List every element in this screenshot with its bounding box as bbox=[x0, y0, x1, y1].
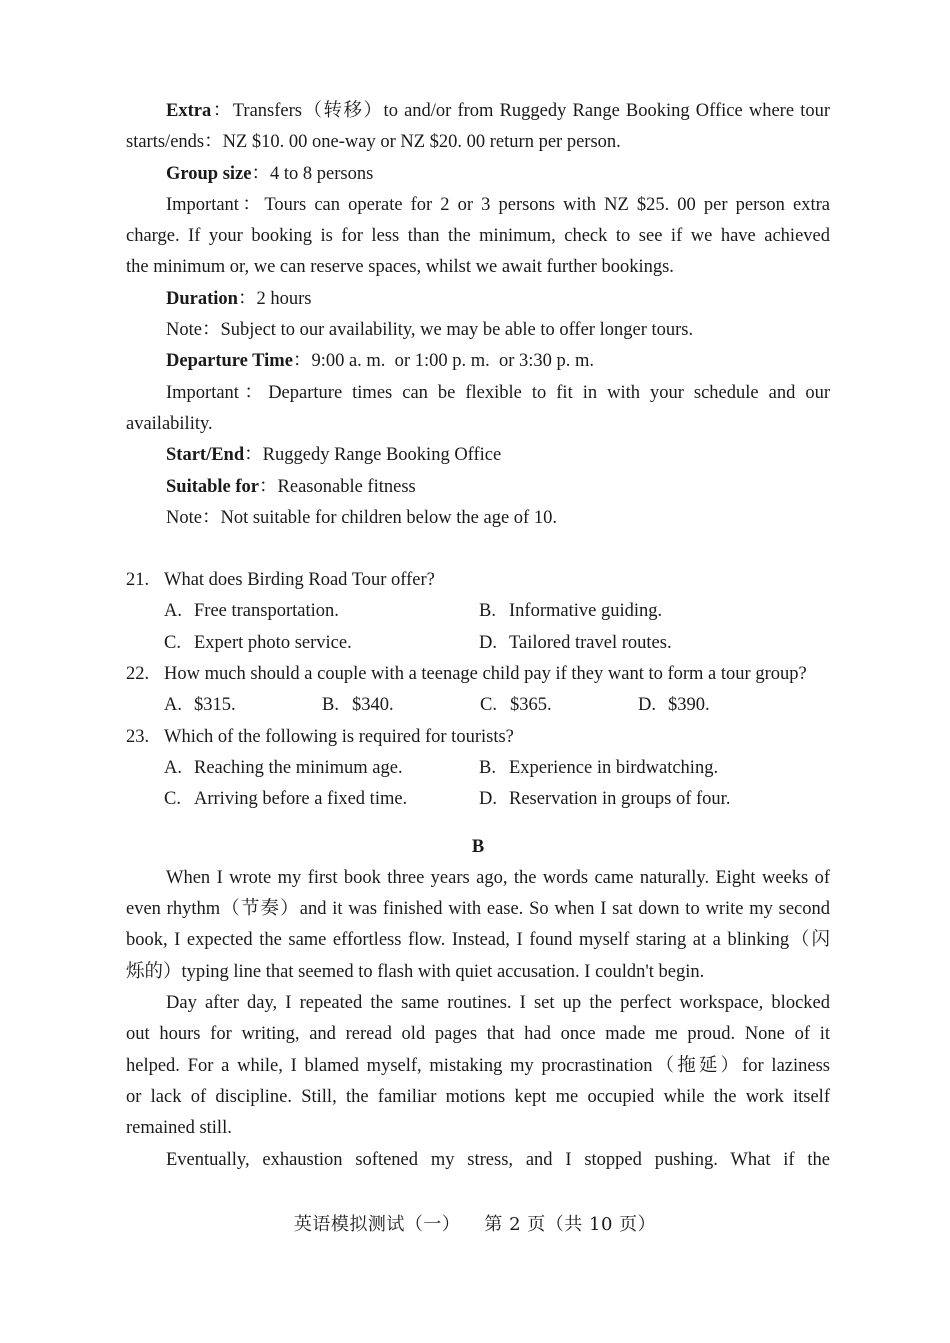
option-b[interactable]: B. $340. bbox=[322, 695, 394, 716]
question-text: What does Birding Road Tour offer? bbox=[164, 570, 435, 591]
options-row bbox=[126, 784, 830, 815]
duration-line: Duration：2 hours bbox=[166, 288, 312, 309]
question-text: How much should a couple with a teenage child pay if they want to form a tour group? bbox=[164, 664, 807, 685]
passage-line: even rhythm（节奏）and it was finished with ease. So when I sat down to write my second bbox=[126, 899, 830, 920]
question-23 bbox=[126, 722, 830, 753]
passage-paragraph-2 bbox=[126, 988, 830, 1144]
options-row bbox=[126, 596, 830, 627]
passage-paragraph-3 bbox=[126, 1145, 830, 1176]
options-row bbox=[126, 628, 830, 659]
passage-line: Day after day, I repeated the same routines. I set up the perfect workspace, blocked bbox=[166, 993, 830, 1014]
extra-label: Extra bbox=[166, 101, 212, 121]
duration-label: Duration bbox=[166, 288, 238, 309]
page-number: 第 2 页（共 10 页） bbox=[484, 1214, 657, 1235]
exam-page bbox=[126, 96, 830, 1176]
passage-line: book, I expected the same effortless flow. Instead, I found myself staring at a blinking（闪 bbox=[126, 930, 830, 951]
passage-line: helped. For a while, I blamed myself, mistaking my procrastination（拖延）for laziness bbox=[126, 1055, 830, 1076]
question-22 bbox=[126, 659, 830, 690]
departure-value: 9:00 a. m. or 1:00 p. m. or 3:30 p. m. bbox=[311, 351, 595, 372]
suitable-note: Note：Not suitable for children below the age of 10. bbox=[166, 507, 557, 528]
departure-label: Departure Time bbox=[166, 351, 293, 372]
options-row bbox=[126, 690, 830, 721]
option-a[interactable]: A. Free transportation. bbox=[164, 601, 339, 622]
question-21 bbox=[126, 565, 830, 596]
duration-value: 2 hours bbox=[256, 288, 312, 309]
group-important-3: the minimum or, we can reserve spaces, whilst we await further bookings. bbox=[126, 257, 674, 278]
question-number: 23. bbox=[126, 726, 150, 747]
group-size-line: Group size：4 to 8 persons bbox=[166, 163, 374, 184]
option-d[interactable]: D. Tailored travel routes. bbox=[479, 632, 672, 653]
option-c[interactable]: C. Expert photo service. bbox=[164, 632, 352, 653]
passage-line: When I wrote my first book three years ago, the words came naturally. Eight weeks of bbox=[166, 867, 830, 888]
option-a[interactable]: A. $315. bbox=[164, 695, 236, 716]
suitable-value: Reasonable fitness bbox=[277, 476, 416, 497]
start-end-label: Start/End bbox=[166, 445, 245, 466]
passage-paragraph-1 bbox=[126, 863, 830, 988]
option-d[interactable]: D. $390. bbox=[638, 695, 710, 716]
section-b-title: B bbox=[471, 836, 485, 857]
group-important-2: charge. If your booking is for less than the minimum, check to see if we have achieved bbox=[126, 226, 830, 247]
options-row bbox=[126, 753, 830, 784]
question-number: 22. bbox=[126, 664, 150, 685]
question-text: Which of the following is required for tourists? bbox=[164, 726, 514, 747]
start-end-value: Ruggedy Range Booking Office bbox=[262, 445, 502, 466]
group-important-1: Important：Tours can operate for 2 or 3 persons with NZ $25. 00 per person extra bbox=[166, 194, 830, 215]
option-d[interactable]: D. Reservation in groups of four. bbox=[479, 789, 731, 810]
extra-line-1: Extra：Transfers（转移）to and/or from Ruggedy Range Booking Office where tour bbox=[166, 101, 830, 121]
passage-line: or lack of discipline. Still, the familiar motions kept me occupied while the work itself bbox=[126, 1086, 830, 1107]
option-b[interactable]: B. Informative guiding. bbox=[479, 601, 663, 622]
departure-line: Departure Time：9:00 a. m. or 1:00 p. m. or 3:30 p. m. bbox=[166, 351, 595, 372]
exam-title: 英语模拟测试（一） bbox=[293, 1214, 461, 1235]
option-c[interactable]: C. Arriving before a fixed time. bbox=[164, 789, 408, 810]
group-size-label: Group size bbox=[166, 163, 252, 184]
extra-text-2: starts/ends：NZ $10. 00 one-way or NZ $20. 00 return per person. bbox=[126, 132, 621, 153]
passage-line: remained still. bbox=[126, 1118, 232, 1139]
option-c[interactable]: C. $365. bbox=[480, 695, 552, 716]
question-number: 21. bbox=[126, 570, 150, 591]
start-end-line: Start/End：Ruggedy Range Booking Office bbox=[166, 445, 502, 466]
passage-line: Eventually, exhaustion softened my stress, and I stopped pushing. What if the bbox=[166, 1149, 830, 1170]
page-footer bbox=[0, 1210, 950, 1236]
option-b[interactable]: B. Experience in birdwatching. bbox=[479, 757, 719, 778]
suitable-line: Suitable for：Reasonable fitness bbox=[166, 476, 416, 497]
departure-important-2: availability. bbox=[126, 413, 213, 434]
duration-note: Note：Subject to our availability, we may be able to offer longer tours. bbox=[166, 320, 694, 341]
suitable-label: Suitable for bbox=[166, 476, 260, 497]
group-size-value: 4 to 8 persons bbox=[270, 163, 374, 184]
departure-important-1: Important：Departure times can be flexible to fit in with your schedule and our bbox=[166, 382, 830, 403]
option-a[interactable]: A. Reaching the minimum age. bbox=[164, 757, 403, 778]
extra-text-1: Transfers（转移）to and/or from Ruggedy Range Booking Office where tour bbox=[232, 101, 830, 121]
passage-line: out hours for writing, and reread old pages that had once made me proud. None of it bbox=[126, 1024, 830, 1045]
passage-line: 烁的）typing line that seemed to flash with quiet accusation. I couldn't begin. bbox=[126, 961, 705, 982]
